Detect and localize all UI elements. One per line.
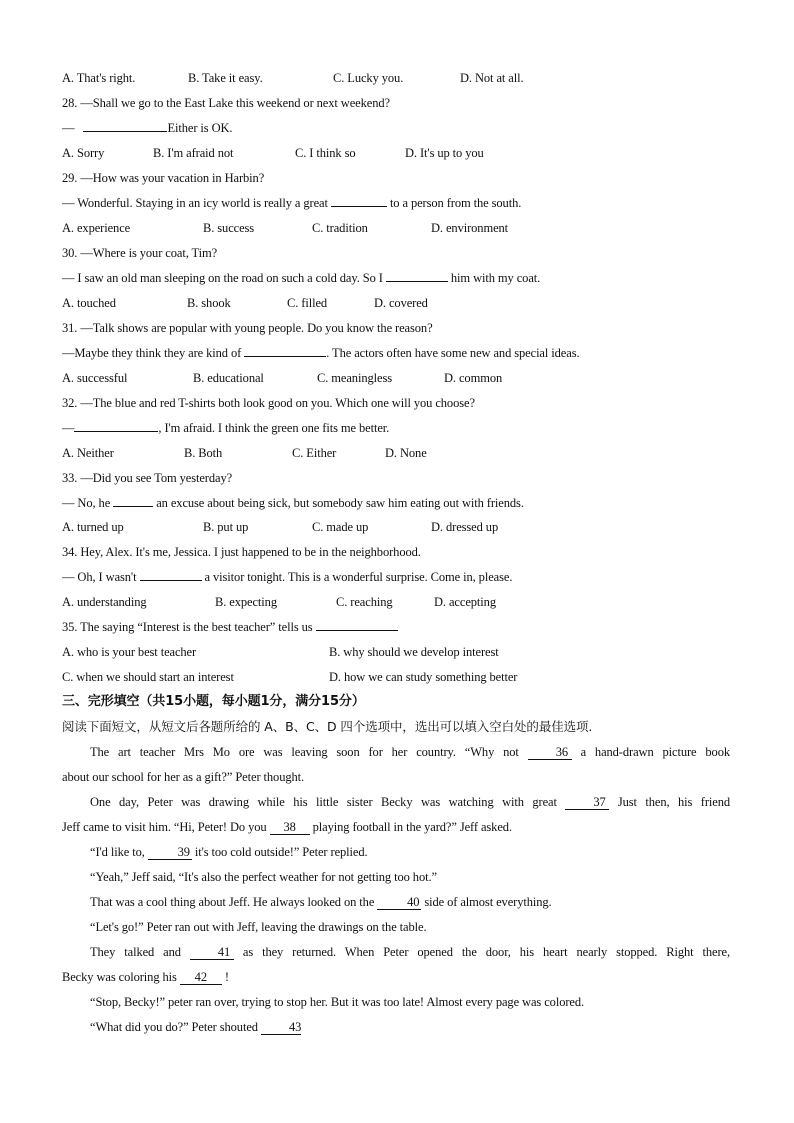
passage-text: a hand-drawn picture book: [580, 745, 730, 759]
blank-37: 37: [565, 795, 609, 810]
q34-option-c: C. reaching: [336, 595, 393, 609]
passage-text: “I'd like to,: [90, 845, 145, 859]
passage-text: Jeff came to visit him. “Hi, Peter! Do you: [62, 820, 267, 834]
passage-line-4: [62, 818, 730, 836]
q32-question: 32. —The blue and red T-shirts both look good on you. Which one will you choose?: [62, 396, 475, 410]
passage-line-3: [62, 793, 730, 811]
passage-line-7: [62, 893, 730, 911]
q34-blank: [140, 568, 202, 581]
q31-option-b: B. educational: [193, 371, 264, 385]
q29-answer: [62, 194, 521, 212]
passage-line-10: [62, 968, 730, 986]
q35-options-row1: [62, 643, 742, 661]
q31-option-d: D. common: [444, 371, 503, 385]
blank-38: 38: [270, 820, 310, 835]
q27-options: [62, 69, 742, 87]
q31-option-c: C. meaningless: [317, 371, 392, 385]
passage-text: it's too cold outside!” Peter replied.: [194, 845, 368, 859]
blank-36: 36: [528, 745, 572, 760]
q33-option-d: D. dressed up: [431, 520, 499, 534]
q32-answer-suffix: , I'm afraid. I think the green one fits me better.: [158, 421, 390, 435]
section3-instruction: 阅读下面短文，从短文后各题所给的 A、B、C、D 四个选项中，选出可以填入空白处的最佳选项.: [62, 719, 593, 734]
blank-42: 42: [180, 970, 222, 985]
q32-answer: [62, 419, 389, 437]
passage-line-2: about our school for her as a gift?” Peter thought.: [62, 770, 305, 784]
q31-options: [62, 369, 742, 387]
q31-option-a: A. successful: [62, 371, 128, 385]
q34-options: [62, 593, 742, 611]
blank-41: 41: [190, 945, 234, 960]
q35-blank: [316, 618, 398, 631]
q33-blank: [113, 494, 153, 507]
passage-line-8: “Let's go!” Peter ran out with Jeff, leaving the drawings on the table.: [90, 920, 427, 934]
q30-option-d: D. covered: [374, 296, 428, 310]
q30-option-a: A. touched: [62, 296, 116, 310]
q30-options: [62, 294, 742, 312]
q32-option-b: B. Both: [184, 446, 223, 460]
passage-line-12: [62, 1018, 730, 1036]
q30-answer: [62, 269, 540, 287]
passage-text: “What did you do?” Peter shouted: [90, 1020, 258, 1034]
q27-option-a: A. That's right.: [62, 71, 136, 85]
passage-line-9: [62, 943, 730, 961]
q35-options-row2: [62, 668, 742, 686]
q35-option-b: B. why should we develop interest: [329, 645, 499, 659]
q30-answer-suffix: him with my coat.: [450, 271, 541, 285]
passage-text: Becky was coloring his: [62, 970, 177, 984]
passage-text: !: [224, 970, 229, 984]
q27-option-b: B. Take it easy.: [188, 71, 263, 85]
blank-43: 43: [261, 1020, 301, 1035]
q33-option-c: C. made up: [312, 520, 369, 534]
passage-line-5: [62, 843, 730, 861]
blank-39: 39: [148, 845, 192, 860]
q35-question-text: 35. The saying “Interest is the best teacher” tells us: [62, 620, 313, 634]
q28-blank: [83, 119, 167, 132]
q30-blank: [386, 269, 448, 282]
q35-option-c: C. when we should start an interest: [62, 670, 234, 684]
q27-option-c: C. Lucky you.: [333, 71, 404, 85]
section3-heading: 三、完形填空（共15小题，每小题1分，满分15分）: [62, 694, 365, 709]
q29-options: [62, 219, 742, 237]
q29-option-c: C. tradition: [312, 221, 368, 235]
q34-option-d: D. accepting: [434, 595, 496, 609]
q33-question: 33. —Did you see Tom yesterday?: [62, 471, 233, 485]
q34-option-a: A. understanding: [62, 595, 147, 609]
q30-option-b: B. shook: [187, 296, 231, 310]
q32-option-c: C. Either: [292, 446, 337, 460]
q29-option-b: B. success: [203, 221, 255, 235]
q28-question: 28. —Shall we go to the East Lake this weekend or next weekend?: [62, 96, 390, 110]
q28-option-b: B. I'm afraid not: [153, 146, 234, 160]
passage-text: side of almost everything.: [424, 895, 552, 909]
q31-blank: [244, 344, 326, 357]
passage-text: Just then, his friend: [617, 795, 730, 809]
q31-answer-suffix: . The actors often have some new and special ideas.: [326, 346, 580, 360]
q35-question: [62, 618, 398, 636]
blank-40: 40: [377, 895, 421, 910]
q34-option-b: B. expecting: [215, 595, 277, 609]
q34-answer: [62, 568, 512, 586]
passage-text: playing football in the yard?” Jeff asked.: [312, 820, 512, 834]
q29-option-a: A. experience: [62, 221, 131, 235]
q33-option-b: B. put up: [203, 520, 249, 534]
q32-options: [62, 444, 742, 462]
q29-option-d: D. environment: [431, 221, 509, 235]
q34-question: 34. Hey, Alex. It's me, Jessica. I just happened to be in the neighborhood.: [62, 545, 421, 559]
q35-option-a: A. who is your best teacher: [62, 645, 197, 659]
passage-text: That was a cool thing about Jeff. He always looked on the: [90, 895, 375, 909]
q29-question: 29. —How was your vacation in Harbin?: [62, 171, 265, 185]
q32-option-d: D. None: [385, 446, 427, 460]
q28-answer-prefix: —: [62, 121, 75, 135]
passage-text: The art teacher Mrs Mo ore was leaving soon for her country. “Why not: [90, 745, 519, 759]
q29-answer-prefix: — Wonderful. Staying in an icy world is really a great: [62, 196, 328, 210]
passage-line-11: “Stop, Becky!” peter ran over, trying to stop her. But it was too late! Almost every page was colored.: [90, 995, 585, 1009]
q31-answer-prefix: —Maybe they think they are kind of: [62, 346, 242, 360]
passage-line-6: “Yeah,” Jeff said, “It's also the perfect weather for not getting too hot.”: [90, 870, 437, 884]
q28-answer-suffix: Either is OK.: [167, 121, 233, 135]
q33-answer-suffix: an excuse about being sick, but somebody saw him eating out with friends.: [156, 496, 524, 510]
q31-question: 31. —Talk shows are popular with young people. Do you know the reason?: [62, 321, 433, 335]
q28-answer: [62, 119, 232, 137]
q28-option-d: D. It's up to you: [405, 146, 484, 160]
q30-question: 30. —Where is your coat, Tim?: [62, 246, 218, 260]
q30-answer-prefix: — I saw an old man sleeping on the road on such a cold day. So I: [62, 271, 383, 285]
q28-options: [62, 144, 742, 162]
q32-answer-prefix: —: [62, 421, 75, 435]
q29-answer-suffix: to a person from the south.: [389, 196, 522, 210]
passage-line-1: [62, 743, 730, 761]
q33-answer: [62, 494, 524, 512]
q30-option-c: C. filled: [287, 296, 328, 310]
q33-options: [62, 518, 742, 536]
q29-blank: [331, 194, 387, 207]
q32-option-a: A. Neither: [62, 446, 114, 460]
q27-option-d: D. Not at all.: [460, 71, 524, 85]
passage-text: They talked and: [90, 945, 181, 959]
q28-option-c: C. I think so: [295, 146, 356, 160]
q33-option-a: A. turned up: [62, 520, 124, 534]
q33-answer-prefix: — No, he: [62, 496, 111, 510]
q34-answer-suffix: a visitor tonight. This is a wonderful surprise. Come in, please.: [204, 570, 513, 584]
q32-blank: [74, 419, 158, 432]
passage-text: as they returned. When Peter opened the door, his heart nearly stopped. Right there,: [242, 945, 731, 959]
q28-option-a: A. Sorry: [62, 146, 105, 160]
passage-text: One day, Peter was drawing while his little sister Becky was watching with great: [90, 795, 557, 809]
q35-option-d: D. how we can study something better: [329, 670, 518, 684]
q31-answer: [62, 344, 580, 362]
q34-answer-prefix: — Oh, I wasn't: [62, 570, 137, 584]
